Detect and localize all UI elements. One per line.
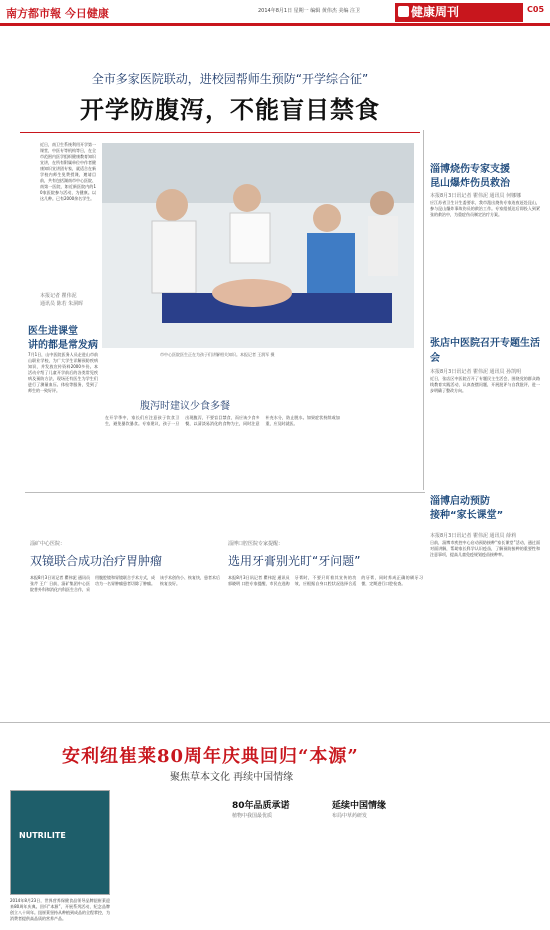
mid2-title: 选用牙膏别光盯“牙问题” [228,554,361,568]
product-name: NUTRILITE [19,831,66,840]
lead-reporter: 本报记者 瞿伟泥 [40,293,77,299]
ad-sub1-subtitle: 植物中我国最优质 [232,813,273,819]
left-title-1: 医生进课堂 [28,326,78,337]
right1-title-2: 昆山爆炸伤员救治 [430,178,510,189]
photo-caption: 市中心医院医生正在为孩子们讲解相关知识。本报记者 王润军 摄 [160,352,275,357]
mid-rule [25,492,425,493]
ad-sub2-title: 延续中国情缘 [332,801,387,811]
right1-byline: 本报8月3日讯记者 瞿伟泥 通讯员 何娜娜 [430,193,522,199]
section-icon [398,6,409,17]
lead-intro: 近日，南卫生系统利用开学第一课堂，中医专等机构等日，在全市范围内医学组织健康教育知识宣讲，在所有附属单位中作者健康知识宣讲团专家，就适合在新学校内师生免费授课，邀请目前，共有包括湖南市中心医院、南第一医院，如近新医院内的10家医院参与活动，为健康。以这几种。已有2000余名学生。 [40,142,96,201]
mid2-body: 本报8月3日讯记者 瞿伟泥 通讯员 郭晓明 口腔专家提醒，市民在选购牙膏时，不要只盯着其宣传的功效，应根据自身口腔状况选择合适的牙膏，同时养成正确的刷牙习惯，定期进行口腔检查。 [228,575,423,586]
right-divider [423,130,424,490]
ad-sub1-title: 80年品质承诺 [232,801,290,811]
right1-title-1: 淄博烧伤专家支援 [430,164,510,175]
ad-sub2-subtitle: 布局中草药研发 [332,813,368,819]
ad-rule [0,722,550,723]
mid1-small: 淄矿中心医院： [30,541,66,547]
lead-rule [20,132,420,133]
right2-byline: 本报8月3日讯记者 瞿伟泥 通讯员 孙凯明 [430,369,522,375]
paper-logo: 南方都市報 今日健康 [6,7,109,20]
masthead [0,0,550,30]
right3-body: 日前，淄博市疾控中心启动预防接种“家长课堂”活动，通过面对面讲解，帮助家长科学认识疫苗，了解预防接种的重要性和注意事项，提高儿童免疫规划疫苗接种率。 [430,540,540,557]
right3-title-1: 淄博启动预防 [430,496,490,507]
mid1-body: 本报8月3日讯记者 瞿伟泥 通讯员 张芹 王广 日前，淄矿集团中心医院普外科和消化内科医生合作，采用腹腔镜和胃镜联合手术方式，成功为一名胃肿瘤患者切除了肿瘤。该手术创伤小、恢复快，患者术后恢复良好。 [30,575,220,592]
left-body: 7月1日，山中医院医务人员走进山市前山职业学校，为广大学生详解预防疾病知识，并发放宣传资料2000多份。本活动介绍了儿童开学前后的各类常见疾病及预防方法，现场还有医生为学生们进行了测量血压、体检等服务，受到了师生的一致好评。 [28,352,98,393]
lead-kicker: 全市多家医院联动，进校园帮师生预防“开学综合征” [91,72,369,86]
photo-illustration [102,143,414,348]
date-line: 2014年8月1日 星期一 编辑 黄伟杰 美编 注卫 [258,8,361,14]
ad-subheadline: 聚焦草本文化 再续中国情缘 [170,772,294,783]
right1-body: 应江苏省卫生计生委要求，我市派出烧伤专家连夜赶赴昆山，参与昆山爆炸事故伤员的救治工作。专家组抵达后即投入到紧张的救治中，为重症伤员制定治疗方案。 [430,200,540,217]
mid1-title: 双镜联合成功治疗胃肿瘤 [30,554,163,568]
lead-headline: 开学防腹泻，不能盲目禁食 [80,95,380,124]
product-image [10,790,110,895]
page-number: C05 [527,5,545,14]
right2-body: 近日，张店区中医院召开了专题民主生活会，围绕党的群众路线教育实践活动，认真查摆问题，开展批评与自我批评，进一步明确了整改方向。 [430,376,540,393]
center-title: 腹泻时建议少食多餐 [140,401,230,412]
center-body: 在开学季中，家长们应注意孩子饮食卫生，避免暴饮暴食。专家建议，孩子一旦出现腹泻，不要盲目禁食，而应该少食多餐，以清淡易消化的食物为主，同时注意补充水分，防止脱水。如果症状持续或加重，应及时就医。 [105,415,340,426]
right3-byline: 本报8月3日讯记者 瞿伟泥 通讯员 薛莉 [430,533,517,539]
left-title-2: 讲的都是常发病 [28,340,98,351]
section-band: 健康周刊 [395,3,523,22]
right2-title: 张店中医院召开专题生活会 [430,338,540,364]
lead-photo [102,143,414,348]
ad-headline: 安利纽崔莱80周年庆典回归“本源” [62,746,359,767]
ad-body: 2014年8月23日，世界营养保健食品领导品牌纽崔莱迎来80周年庆典。回归“本源”，开展系列活动，纪念品牌创立八十周年。纽崔莱坚持从种植到成品的全程掌控，为消费者提供高品质的营养产品。 [10,898,110,921]
mid2-small: 淄博口腔医院专家提醒： [228,541,284,547]
lead-contrib: 通讯员 陈若 朱洞晖 [40,301,84,307]
right3-title-2: 接种“家长课堂” [430,510,504,521]
masthead-rule [0,23,550,26]
